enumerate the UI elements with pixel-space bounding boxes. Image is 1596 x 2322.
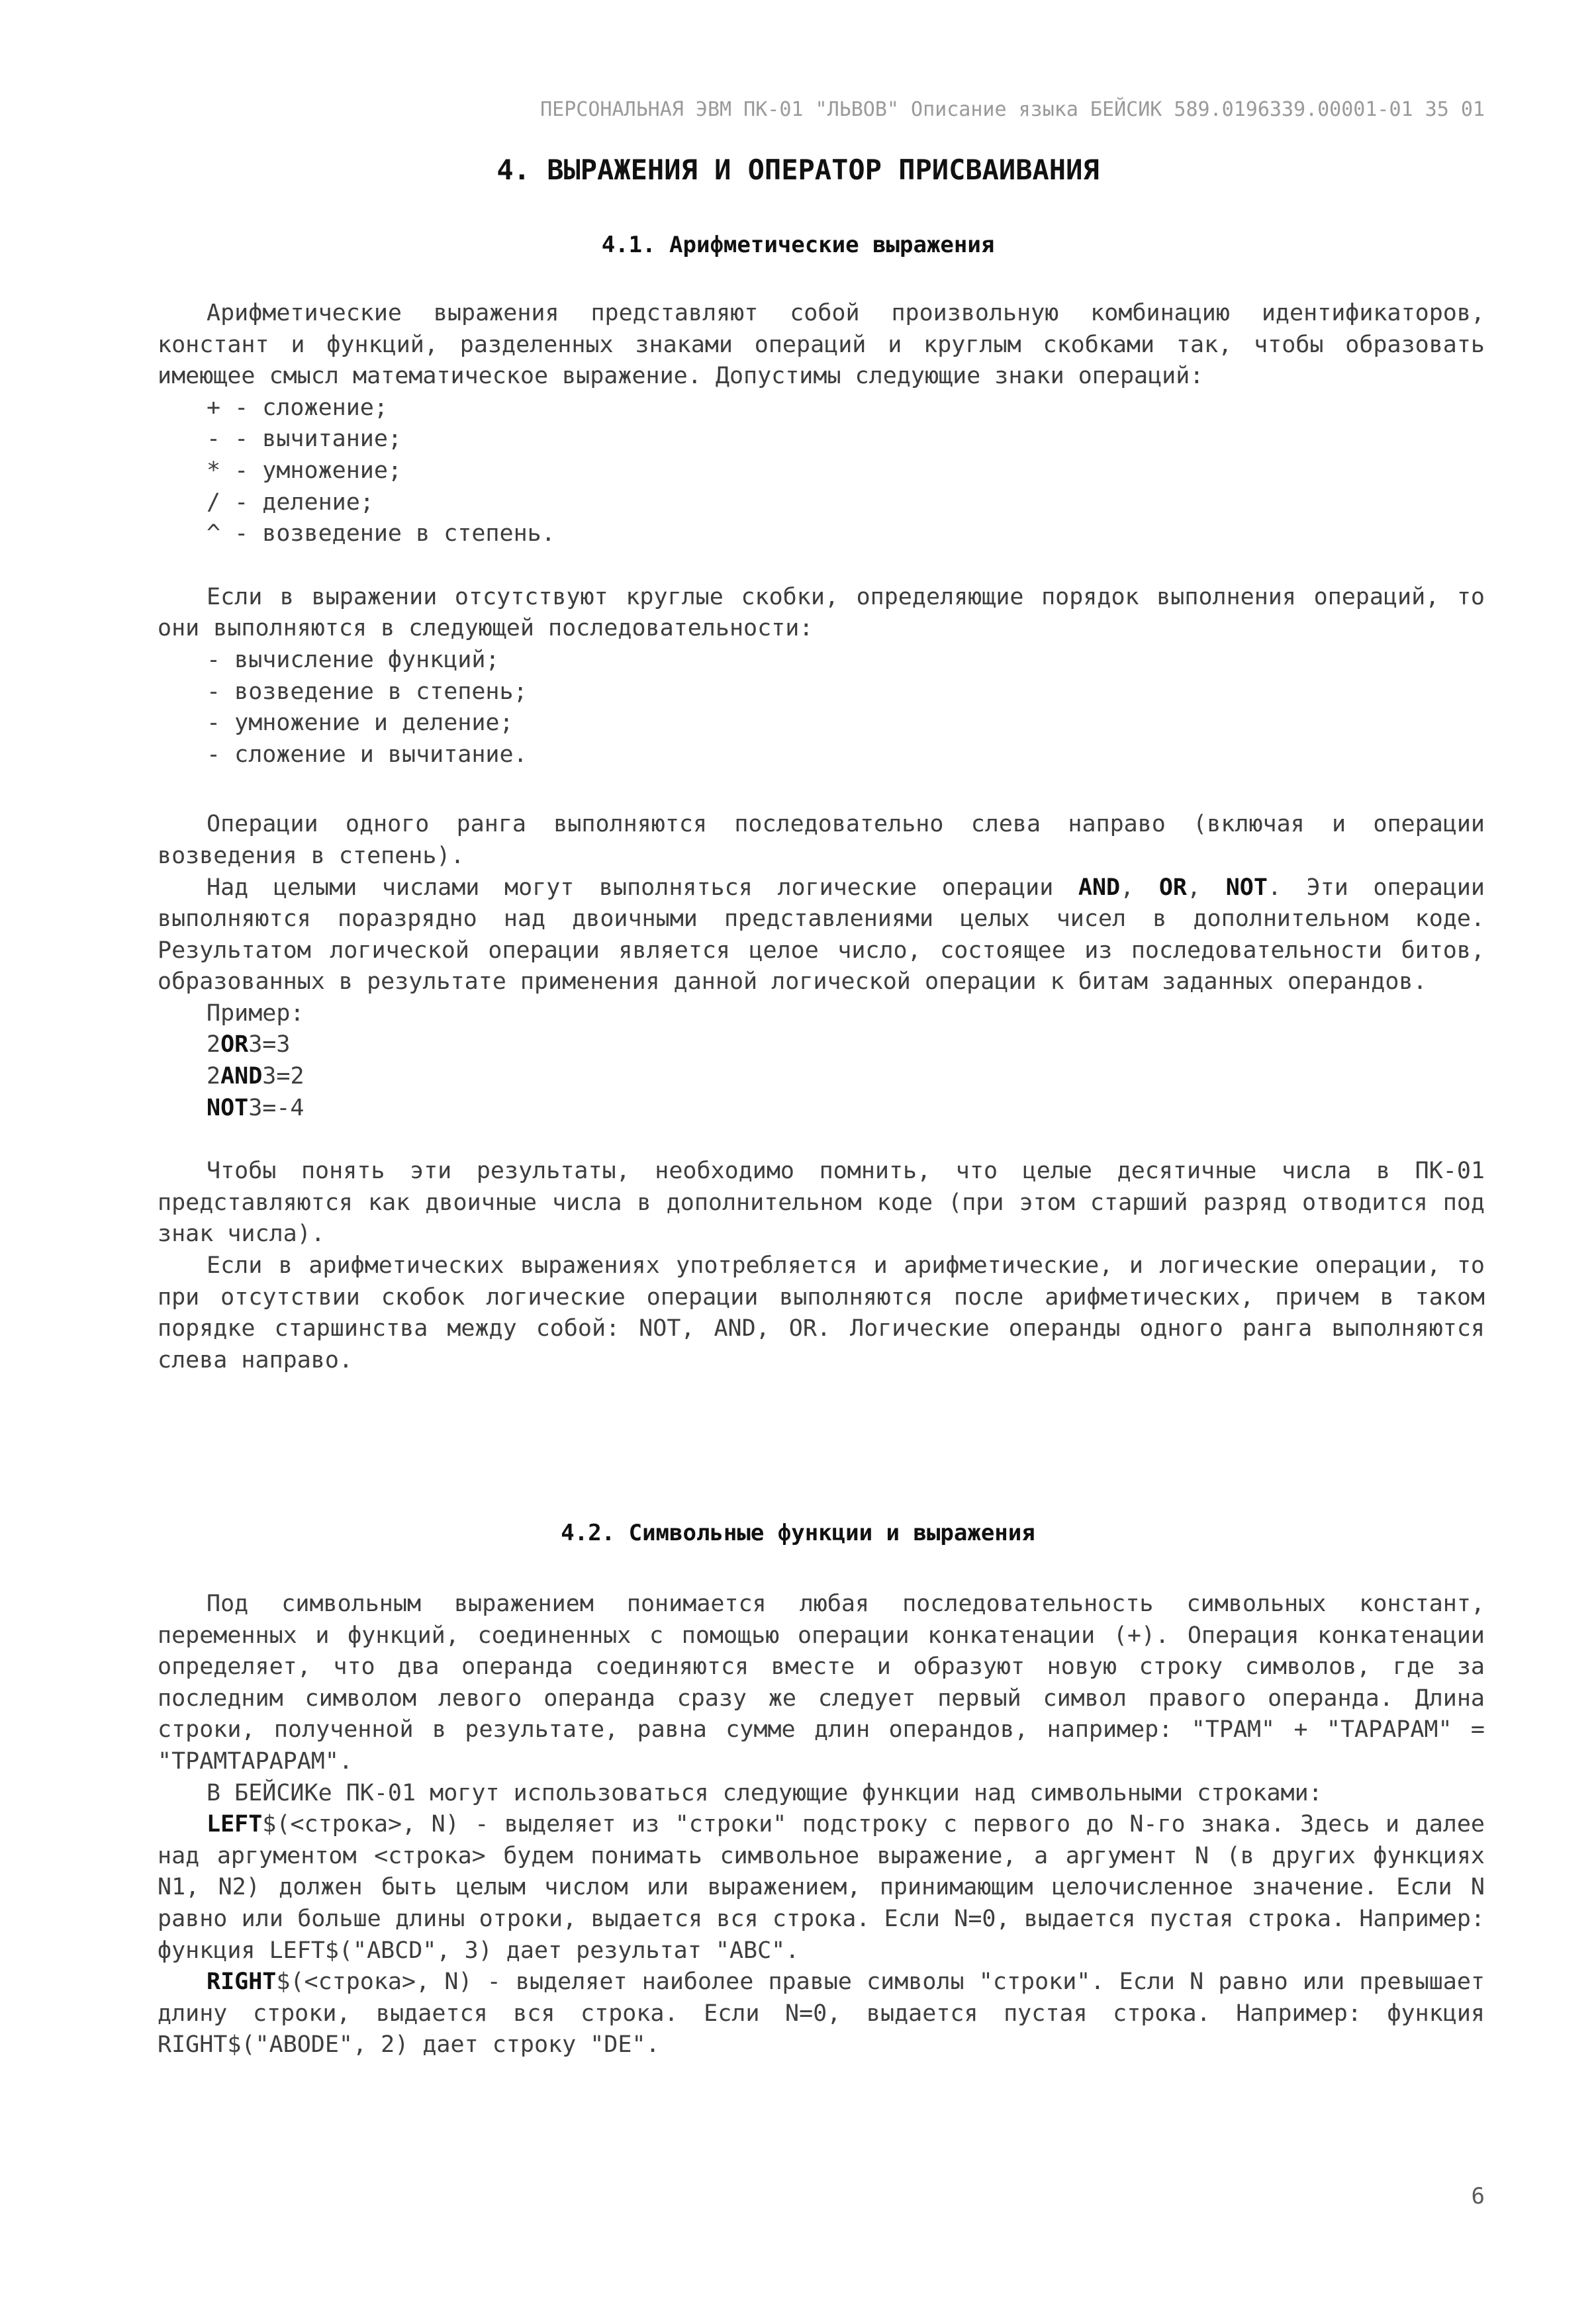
example-result: 3=3 [248, 1031, 291, 1058]
example-line [158, 1061, 1485, 1093]
logical-separator: , [1120, 874, 1159, 901]
operation-item: * - умножение; [207, 457, 402, 484]
paragraph-left-function [158, 1809, 1485, 1967]
paragraph-mixed-operations: Если в арифметических выражениях употребляется и арифметические, и логические операции, то при отсутствии скобок логические операции выполняются после арифметических, причем в таком порядке старшинства между собой: NOT, AND, OR. Логические операнды одного ранга выполняются слева направо. [158, 1252, 1485, 1373]
example-operand: 2 [207, 1031, 221, 1058]
order-item: - умножение и деление; [207, 710, 514, 737]
body-text-symbolic [158, 1589, 1485, 2061]
running-head: ПЕРСОНАЛЬНАЯ ЭВМ ПК-01 "ЛЬВОВ" Описание языка БЕЙСИК 589.0196339.00001-01 35 01 [540, 98, 1485, 121]
logical-text-b: . Эти операции выполняются поразрядно над двоичными представлениями целых чисел в дополнительном коде. Результатом логической операции является целое число, состоящее из последовательности битов, образованных в результате применения данной логической операции к битам заданных операндов. [158, 874, 1485, 996]
operation-item: / - деление; [207, 488, 374, 516]
keyword-right: RIGHT [207, 1969, 277, 1996]
example-result: 3=2 [262, 1063, 305, 1090]
paragraph-functions-intro: В БЕЙСИКе ПК-01 могут использоваться следующие функции над символьными строками: [207, 1779, 1323, 1806]
example-label: Пример: [207, 999, 305, 1027]
paragraph-order-intro: Если в выражении отсутствуют круглые скобки, определяющие порядок выполнения операций, то они выполняются в следующей последовательности: [158, 583, 1485, 642]
keyword-and: AND [1078, 874, 1121, 901]
logical-text-a: Над целыми числами могут выполняться логические операции [207, 874, 1078, 901]
example-line [158, 1029, 1485, 1061]
example-keyword: NOT [207, 1094, 249, 1121]
keyword-or: OR [1158, 874, 1187, 901]
subsection-title-symbolic: 4.2. Символьные функции и выражения [561, 1520, 1035, 1546]
example-keyword: OR [220, 1031, 249, 1058]
example-line [158, 1093, 1485, 1125]
order-item: - сложение и вычитание. [207, 741, 528, 768]
order-item: - возведение в степень; [207, 678, 528, 705]
logical-separator: , [1186, 874, 1226, 901]
operation-item: + - сложение; [207, 394, 388, 421]
left-function-text: $(<строка>, N) - выделяет из "строки" подстроку с первого до N-го знака. Здесь и далее над аргументом <строка> будем понимать символьное выражение, а аргумент N (в других функциях N1, N2) должен быть целым числом или выражением, принимающим целочисленное значение. Если N равно или больше длины отроки, выдается вся строка. Если N=0, выдается пустая строка. Например: функция LEFT$("ABCD", 3) дает результат "ABC". [158, 1811, 1485, 1964]
paragraph-same-rank: Операции одного ранга выполняются последовательно слева направо (включая и операции возведения в степень). [158, 811, 1485, 869]
example-operand: 2 [207, 1063, 221, 1090]
operation-item: ^ - возведение в степень. [207, 520, 555, 547]
body-text [158, 298, 1485, 1376]
operation-item: - - вычитание; [207, 426, 402, 453]
keyword-left: LEFT [207, 1811, 263, 1838]
paragraph-symbolic-intro: Под символьным выражением понимается любая последовательность символьных констант, переменных и функций, соединенных с помощью операции конкатенации (+). Операция конкатенации определяет, что два операнда соединяются вместе и образуют новую строку символов, где за последним символом левого операнда сразу же следует первый символ правого операнда. Длина строки, полученной в результате, равна сумме длин операндов, например: "ТРАМ" + "ТАРАРАМ" = "ТРАМТАРАРАМ". [158, 1591, 1485, 1775]
right-function-text: $(<строка>, N) - выделяет наиболее правые символы "строки". Если N равно или превышает длину строки, выдается вся строка. Если N=0, выдается пустая строка. Например: функция RIGHT$("ABODE", 2) дает строку "DE". [158, 1969, 1485, 2059]
example-result: 3=-4 [248, 1094, 305, 1121]
page-number: 6 [1471, 2183, 1485, 2209]
paragraph-arithmetic-intro: Арифметические выражения представляют собой произвольную комбинацию идентификаторов, констант и функций, разделенных знаками операций и круглым скобками так, чтобы образовать имеющее смысл математическое выражение. Допустимы следующие знаки операций: [158, 300, 1485, 390]
paragraph-logical-operations [158, 872, 1485, 998]
paragraph-right-function [158, 1967, 1485, 2061]
paragraph-explain: Чтобы понять эти результаты, необходимо помнить, что целые десятичные числа в ПК-01 представляются как двоичные числа в дополнительном коде (при этом старший разряд отводится под знак числа). [158, 1158, 1485, 1248]
section-title: 4. ВЫРАЖЕНИЯ И ОПЕРАТОР ПРИСВАИВАНИЯ [496, 154, 1100, 186]
example-keyword: AND [220, 1063, 263, 1090]
subsection-title-arithmetic: 4.1. Арифметические выражения [601, 232, 995, 258]
order-item: - вычисление функций; [207, 646, 500, 673]
keyword-not: NOT [1225, 874, 1268, 901]
